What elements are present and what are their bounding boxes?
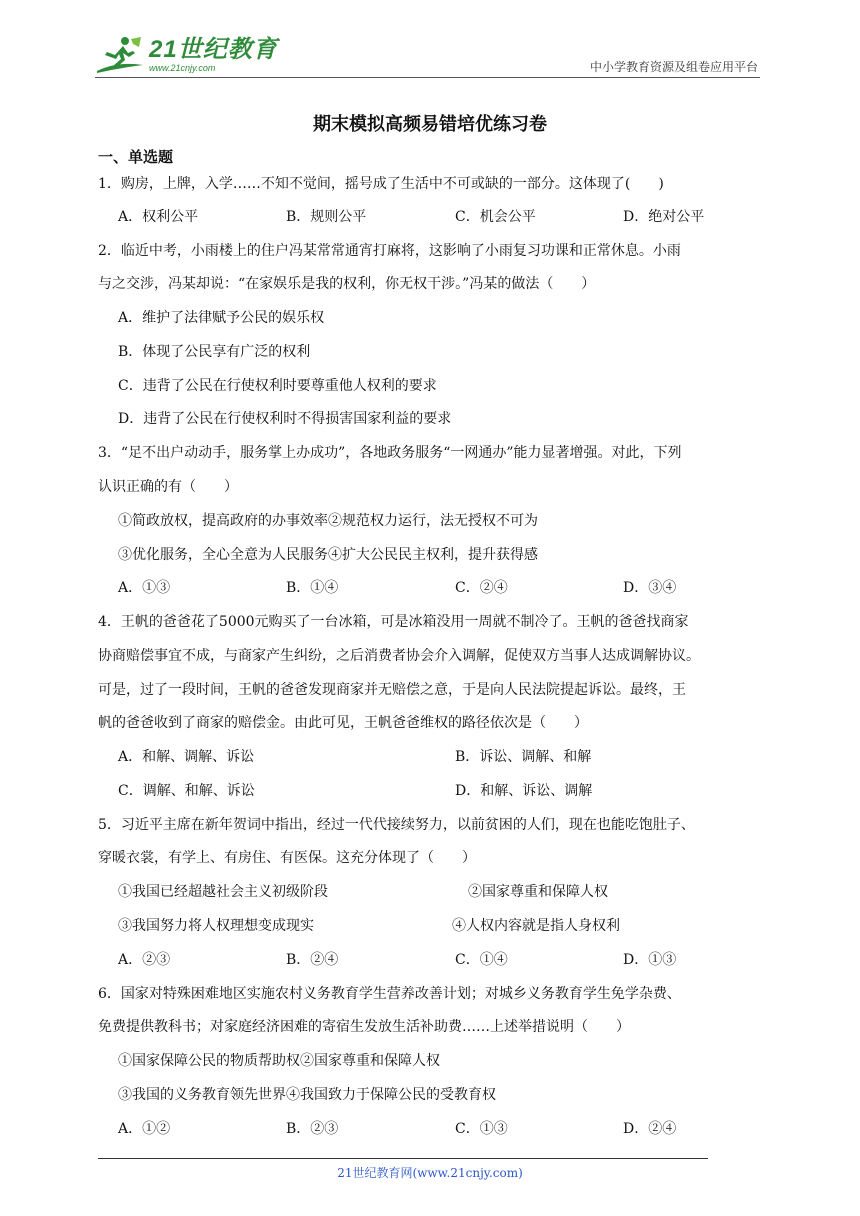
question-4-stem-line-1: 4．王帆的爸爸花了5000元购买了一台冰箱，可是冰箱没用一周就不制冷了。王帆的爸爸找商家 <box>98 614 689 630</box>
question-2-stem-line-2: 与之交涉，冯某却说：“在家娱乐是我的权利，你无权干涉。”冯某的做法（ ） <box>98 276 596 292</box>
question-2-option-b: B．体现了公民享有广泛的权利 <box>118 344 311 360</box>
section-heading: 一、单选题 <box>98 148 174 166</box>
runner-logo-icon <box>95 35 145 75</box>
question-3-statements-2: ③优化服务，全心全意为人民服务④扩大公民民主权利，提升获得感 <box>118 547 538 563</box>
question-4-option-c: C．调解、和解、诉讼 <box>118 783 255 799</box>
question-4-stem-line-2: 协商赔偿事宜不成，与商家产生纠纷，之后消费者协会介入调解，促使双方当事人达成调解协议。 <box>98 648 700 664</box>
question-5-option-d: D．①③ <box>623 952 677 968</box>
logo <box>95 34 278 76</box>
question-1-option-b: B．规则公平 <box>286 209 367 225</box>
header-divider <box>95 77 760 78</box>
question-1-option-c: C．机会公平 <box>455 209 536 225</box>
question-3-option-d: D．③④ <box>623 580 677 596</box>
question-5-stem-line-1: 5．习近平主席在新年贺词中指出，经过一代代接续努力，以前贫困的人们，现在也能吃饱肚子、 <box>98 817 695 833</box>
question-4-stem-line-4: 帆的爸爸收到了商家的赔偿金。由此可见，王帆爸爸维权的路径依次是（ ） <box>98 715 588 731</box>
question-4-option-b: B．诉讼、调解、和解 <box>455 749 592 765</box>
page-header <box>95 32 760 82</box>
footer-text[interactable]: 21世纪教育网(www.21cnjy.com) <box>337 1166 523 1180</box>
question-6-option-d: D．②④ <box>623 1121 677 1137</box>
question-3-stem-line-1: 3．“足不出户动动手，服务掌上办成功”，各地政务服务“一网通办”能力显著增强。对此，下列 <box>98 445 682 461</box>
question-6-option-c: C．①③ <box>455 1121 508 1137</box>
question-6-option-a: A．①② <box>118 1121 171 1137</box>
question-2-option-d: D．违背了公民在行使权利时不得损害国家利益的要求 <box>118 411 452 427</box>
logo-main-text: 21世纪教育 <box>149 35 278 63</box>
question-3-option-a: A．①③ <box>118 580 171 596</box>
question-5-statement-4: ④人权内容就是指人身权利 <box>452 918 620 934</box>
question-2-option-c: C．违背了公民在行使权利时要尊重他人权利的要求 <box>118 378 437 394</box>
question-1-option-a: A．权利公平 <box>118 209 199 225</box>
question-3-stem-line-2: 认识正确的有（ ） <box>98 479 238 495</box>
question-3-option-b: B．①④ <box>286 580 339 596</box>
question-2-option-a: A．维护了法律赋予公民的娱乐权 <box>118 310 325 326</box>
question-3-option-c: C．②④ <box>455 580 508 596</box>
question-5-option-b: B．②④ <box>286 952 339 968</box>
question-1-option-d: D．绝对公平 <box>623 209 705 225</box>
question-1-stem: 1．购房，上牌，入学……不知不觉间，摇号成了生活中不可或缺的一部分。这体现了( ) <box>98 176 664 192</box>
question-4-option-a: A．和解、调解、诉讼 <box>118 749 255 765</box>
question-4-stem-line-3: 可是，过了一段时间，王帆的爸爸发现商家并无赔偿之意，于是向人民法院提起诉讼。最终，王 <box>98 682 686 698</box>
question-6-option-b: B．②③ <box>286 1121 339 1137</box>
question-6-stem-line-1: 6．国家对特殊困难地区实施农村义务教育学生营养改善计划；对城乡义务教育学生免学杂费、 <box>98 986 681 1002</box>
question-3-statements-1: ①简政放权，提高政府的办事效率②规范权力运行，法无授权不可为 <box>118 513 538 529</box>
question-6-statements-2: ③我国的义务教育领先世界④我国致力于保障公民的受教育权 <box>118 1087 496 1103</box>
question-6-statements-1: ①国家保障公民的物质帮助权②国家尊重和保障人权 <box>118 1053 440 1069</box>
question-4-option-d: D．和解、诉讼、调解 <box>455 783 593 799</box>
platform-name: 中小学教育资源及组卷应用平台 <box>589 60 758 74</box>
question-5-statement-3: ③我国努力将人权理想变成现实 <box>118 918 314 934</box>
question-2-stem-line-1: 2．临近中考，小雨楼上的住户冯某常常通宵打麻将，这影响了小雨复习功课和正常休息。小雨 <box>98 243 681 259</box>
question-5-statement-1: ①我国已经超越社会主义初级阶段 <box>118 884 328 900</box>
logo-url-text: www.21cnjy.com <box>149 62 216 73</box>
question-6-stem-line-2: 免费提供教科书；对家庭经济困难的寄宿生发放生活补助费……上述举措说明（ ） <box>98 1019 630 1035</box>
question-5-statement-2: ②国家尊重和保障人权 <box>468 884 608 900</box>
question-5-stem-line-2: 穿暖衣裳，有学上、有房住、有医保。这充分体现了（ ） <box>98 850 476 866</box>
question-5-option-c: C．①④ <box>455 952 508 968</box>
question-5-option-a: A．②③ <box>118 952 171 968</box>
page-title: 期末模拟高频易错培优练习卷 <box>313 114 547 135</box>
footer-divider <box>98 1158 708 1159</box>
